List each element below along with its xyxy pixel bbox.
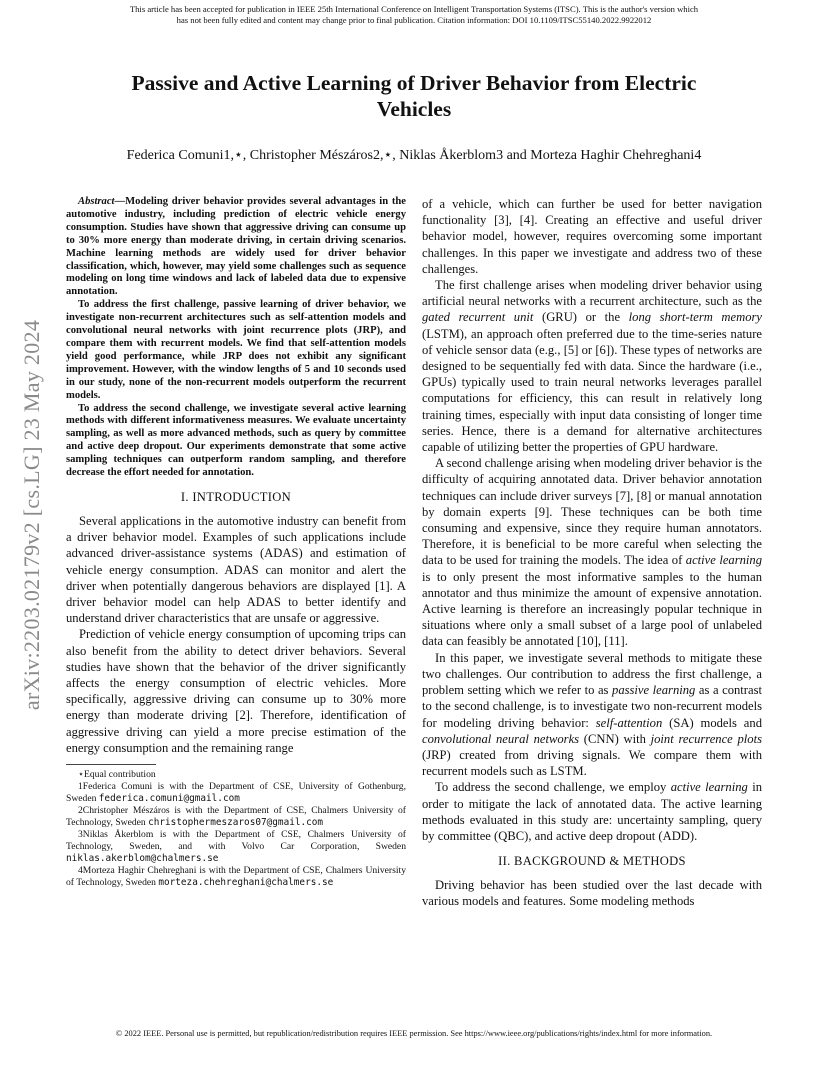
body-paragraph-second-challenge [422,455,762,649]
text-run: in order to mitigate the lack of annotated data. The active learning methods evaluated in this study are: uncertainty sampling, query by committee (QBC), and active deep dropout (ADD). [422,780,762,843]
section-heading-introduction: I. INTRODUCTION [180,489,292,504]
title-line-1: Passive and Active Learning of Driver Behavior from Electric [131,71,697,95]
emphasis: long short-term memory [628,310,763,325]
abstract-paragraph-1 [66,196,406,299]
text-run: The first challenge arises when modeling driver behavior using artificial neural networks with a recurrent architecture, such as the [422,278,762,309]
footnote-2 [66,805,406,829]
emphasis: active learning [685,553,762,568]
footnote-3-text: 3Niklas Åkerblom is with the Department of CSE, Chalmers University of Technology, Sweden, and with Volvo Car Corporation, Sweden [66,828,406,852]
author-list: Federica Comuni1,⋆, Christopher Mészáros2,⋆, Niklas Åkerblom3 and Morteza Haghir Chehreghani4 [126,148,702,163]
text-run: (CNN) with [579,731,651,746]
text-run: (GRU) or the [533,310,629,325]
abstract-lead: Abstract [78,196,115,207]
body-paragraph-active-learning [422,779,762,844]
intro-paragraph-1: Several applications in the automotive industry can benefit from a driver behavior model. Examples of such applications include advanced driver-assistance systems (ADAS) and estimation of vehicle energy consumption. ADAS can monitor and alert the driver when potentially dangerous behaviors are displayed [1]. A driver behavior model can help ADAS to better identify and understand driver characteristics that are unsafe or aggressive. [66,513,406,626]
arxiv-watermark [14,280,50,750]
section-heading-background: II. BACKGROUND & METHODS [498,854,686,869]
email-link[interactable]: niklas.akerblom@chalmers.se [66,852,219,864]
abstract-paragraph-2: To address the first challenge, passive learning of driver behavior, we investigate non-recurrent architectures such as self-attention models and convolutional neural networks with joint recurrence plots (JRP), and compare them with recurrent models. We find that self-attention models yield good performance, while JRP does not exhibit any significant improvement. However, with the window lengths of 5 and 10 seconds used in our study, none of the non-recurrent models outperform the recurrent models. [66,299,406,401]
text-run: To address the second challenge, we employ [435,780,671,795]
emphasis: joint recurrence plots [650,731,762,746]
right-column [422,196,762,910]
title-line-2: Vehicles [376,97,452,121]
intro-paragraph-2: Prediction of vehicle energy consumption of upcoming trips can also benefit from the ability to detect driver behaviors. Several studies have shown that the behavior of the driver significantly affects the energy consumption of electric vehicles. More specifically, aggressive driving can consume up to 30% more energy than moderate driving [2]. Therefore, identification of aggressive driving can yield a more precise estimation of the energy consumption and the remaining range [66,627,406,755]
copyright-footer: © 2022 IEEE. Personal use is permitted, but republication/redistribution requires IEEE permission. See https://www.ieee.org/publications/rights/index.html for more information. [115,1029,713,1038]
paper-title [60,70,768,122]
emphasis: active learning [670,780,748,795]
email-link[interactable]: morteza.chehreghani@chalmers.se [158,876,334,888]
footnote-4 [66,865,406,889]
abstract-text-1: —Modeling driver behavior provides several advantages in the automotive industry, including prediction of electric vehicle energy consumption. Studies have shown that aggressive driving can consume up to 30% more energy than moderate driving, in certain driving scenarios. Machine learning methods are widely used for driver behavior classification, which, however, may yield some challenges such as sequence modeling on long time windows and lack of labeled data due to expensive annotation. [66,196,406,298]
body-paragraph-contribution [422,650,762,780]
body-paragraph-background: Driving behavior has been studied over the last decade with various models and features. Some modeling methods [422,878,762,909]
text-run: (JRP) created from driving signals. We compare them with recurrent models such as LSTM. [422,747,762,779]
text-run: In this paper, we investigate several methods to mitigate these two challenges. Our contribution to address the first challenge, a problem setting which we refer to as [422,650,762,698]
footnote-1-text: 1Federica Comuni is with the Department of CSE, University of Gothenburg, Sweden [66,780,406,804]
arxiv-id: arXiv:2203.02179v2 [cs.LG] 23 May 2024 [19,319,44,711]
email-link[interactable]: christophermeszaros07@gmail.com [148,816,324,828]
text-run: A second challenge arising when modeling driver behavior is the difficulty of acquiring annotated data. Driver behavior annotation techniques can include driver surveys [7], [8] or manual annotation by domain experts [9]. These techniques can be both time consuming and expensive, since they require human annotators. Therefore, it is beneficial to be more careful when selecting the data to be used for training the models. The idea of [422,456,762,568]
email-link[interactable]: federica.comuni@gmail.com [98,792,240,804]
emphasis: self-attention [595,715,663,730]
footnote-3 [66,829,406,865]
body-paragraph-first-challenge [422,277,762,455]
abstract-paragraph-3: To address the second challenge, we investigate several active learning methods with different informativeness measures. We evaluate uncertainty sampling, as well as more advanced methods, such as query by committee and active deep dropout. Our experiments demonstrate that some active sampling techniques can outperform random sampling, and therefore decrease the effort needed for annotation. [66,402,406,479]
text-run: (SA) models and [662,715,762,730]
footnote-divider [66,764,156,765]
footnote-2-text: 2Christopher Mészáros is with the Department of CSE, Chalmers University of Technology, Sweden [66,804,406,828]
emphasis: gated recurrent unit [422,310,534,325]
body-paragraph-continued: of a vehicle, which can further be used for better navigation functionality [3], [4]. Creating an effective and useful driver behavior model, however, requires overcoming some important challenges. In this paper we investigate and address two of these challenges. [422,197,762,276]
publication-notice [60,4,768,26]
text-run: as a contrast to the second challenge, is to investigate two non-recurrent models for modeling driving behavior: [422,683,762,730]
footnote-equal-contribution: ⋆Equal contribution [78,768,156,780]
left-column [66,196,406,889]
emphasis: convolutional neural networks [422,731,580,746]
notice-line-1: This article has been accepted for publication in IEEE 25th International Conference on Intelligent Transportation Systems (ITSC). This is the author's version which [129,4,699,14]
emphasis: passive learning [612,683,696,698]
footnote-4-text: 4Morteza Haghir Chehreghani is with the Department of CSE, Chalmers University of Technology, Sweden [66,864,406,888]
text-run: is to only present the most informative samples to the human annotator and thus minimize the amount of expensive annotation. Active learning is therefore an increasingly popular technique in situations where only a small subset of a large pool of unlabeled data can feasibly be annotated [10], [11]. [422,569,762,649]
text-run: (LSTM), an approach often preferred due to the time-series nature of vehicle sensor data (e.g., [5] or [6]). These types of networks are designed to be sequentially fed with data. Since the hardware (i.e., GPUs) typically used to train neural networks leverages parallel computations for efficiency, this can result in relatively long training times, especially with input data consisting of longer time series. Hence, there is a demand for alternative architectures capable of utilizing better the properties of GPU hardware. [422,326,762,455]
footnote-1 [66,781,406,805]
notice-line-2: has not been fully edited and content may change prior to final publication. Citation information: DOI 10.1109/ITSC55140.2022.9922012 [176,15,652,25]
